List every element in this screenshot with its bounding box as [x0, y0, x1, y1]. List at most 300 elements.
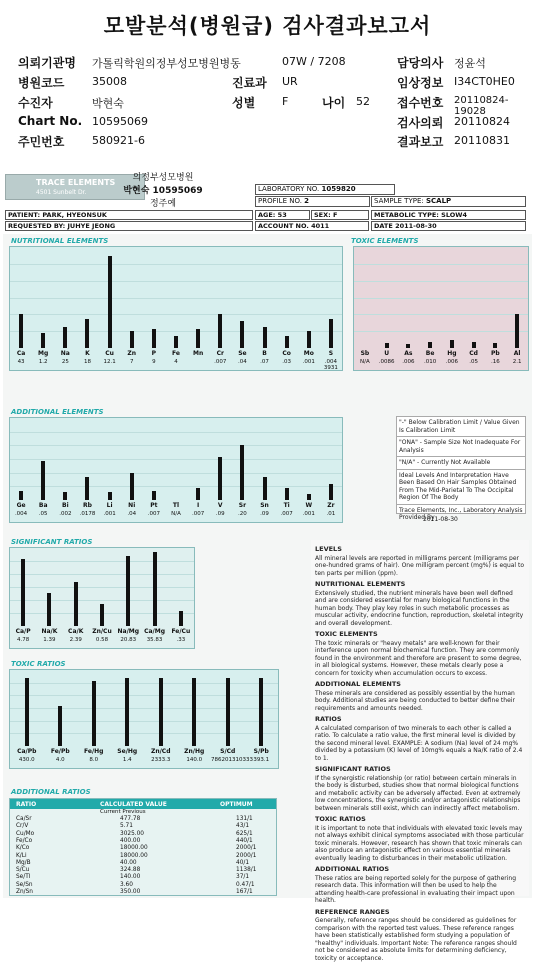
section-heading: ADDITIONAL RATIOS	[315, 865, 390, 873]
section-text: It is important to note that individuals with elevated toxic levels may not always exhibit clinical symptoms associated with those particular toxic minerals. However, research has shown that toxic minerals can also produce an antagonistic effect on various essential minerals eventually leading to disturbances in their metabolic utilization.	[315, 824, 524, 862]
chart-bar	[21, 559, 25, 626]
table-cell: K/Li	[16, 852, 27, 859]
category-label: Ti	[283, 502, 290, 509]
chart-bar	[174, 336, 178, 348]
value-label: .0178	[79, 511, 96, 517]
age-row	[255, 210, 310, 220]
requested-by: JUHYE JEONG	[67, 222, 116, 230]
chart-bar	[285, 336, 289, 348]
table-cell: Se/Sn	[16, 881, 33, 888]
category-label: Zr	[327, 502, 335, 509]
value-label: .006	[445, 359, 458, 365]
table-cell: 0.47/1	[236, 881, 255, 888]
info-value: 10595069	[92, 115, 148, 128]
profile-row	[255, 196, 370, 207]
account-row	[255, 221, 369, 231]
table-cell: 477.78	[120, 816, 141, 822]
table-header-cell: OPTIMUM	[220, 801, 253, 808]
section-heading: RATIOS	[315, 715, 342, 723]
chart-bar	[450, 340, 454, 348]
section-text: These minerals are considered as possibly essential by the human body. Additional studies are being conducted to better define their requirements and amounts needed.	[315, 689, 515, 712]
section-heading: TOXIC ELEMENTS	[315, 630, 378, 638]
metabolic-type: SLOW4	[441, 211, 467, 219]
table-header	[10, 799, 276, 809]
category-label: Ge	[16, 502, 26, 509]
chart-bar	[428, 342, 432, 348]
value-label: .007	[280, 511, 293, 517]
section-text: All mineral levels are reported in milligrams percent (milligrams per one-hundred grams of hair). One milligram percent (mg%) is equal to ten parts per million (ppm).	[315, 554, 525, 577]
value-label: .007	[147, 511, 160, 517]
signature-date: 2011-08-30	[423, 516, 458, 523]
stamp-line: 정주예	[149, 199, 177, 209]
table-cell: 1138/1	[236, 867, 257, 874]
patient-name: PARK, HYEONSUK	[42, 211, 107, 219]
chart-bar	[125, 678, 129, 746]
table-cell: Se/Tl	[16, 874, 31, 881]
table-cell: 40/1	[236, 859, 250, 866]
value-label: .001	[103, 511, 116, 517]
info-label: 결과보고	[397, 135, 444, 149]
category-label: Al	[513, 350, 521, 357]
chart-bar	[493, 343, 497, 348]
category-label: Se	[238, 350, 247, 357]
field-label: SEX:	[314, 211, 331, 219]
chart-bar	[196, 488, 200, 500]
field-label: REQUESTED BY:	[8, 222, 66, 230]
field-label: PROFILE NO.	[258, 197, 302, 205]
category-label: Cu	[105, 350, 114, 357]
info-value: 580921-6	[92, 134, 145, 147]
category-label: Ca/Mg	[144, 628, 166, 635]
legend-item: "N/A" - Currently Not Available	[397, 457, 525, 470]
value-label: 35.83	[146, 637, 163, 643]
chart-bar	[126, 556, 130, 626]
field-label: ACCOUNT NO.	[258, 222, 309, 230]
metabolic-row	[371, 210, 526, 220]
value-label: 18	[83, 359, 91, 365]
chart-bar	[515, 314, 519, 348]
table-cell: 140.00	[120, 874, 141, 881]
gridline	[10, 733, 278, 734]
value-label: 20.83	[120, 637, 137, 643]
category-label: Na/K	[41, 628, 58, 635]
field-label: SAMPLE TYPE:	[374, 197, 424, 205]
chart-bar	[130, 331, 134, 348]
table-cell: Fe/Co	[16, 837, 33, 844]
chart-bar	[259, 678, 263, 746]
value-label: .004	[14, 511, 28, 517]
value-label: .33	[176, 637, 186, 643]
value-label: .010	[424, 359, 437, 365]
chart-bar	[329, 484, 333, 500]
lab-number-row	[255, 184, 395, 195]
info-label: 검사의뢰	[397, 116, 444, 130]
chart-bar	[240, 321, 244, 348]
section-text: Generally, reference ranges should be considered as guidelines for comparison with the reported test values. These reference ranges have been statistically established form studying a population of "healthy" individuals. Important Note: The reference ranges should not be considered as absolute limits for determining deficiency, toxicity or acceptance.	[315, 917, 517, 962]
toxic-chart	[353, 246, 529, 371]
value-label: .001	[302, 359, 315, 365]
chart-bar	[47, 593, 51, 626]
table-cell: 350.00	[120, 889, 141, 895]
category-label: Fe/Pb	[50, 748, 70, 755]
category-label: Tl	[172, 502, 180, 509]
info-label: Chart No.	[18, 114, 83, 128]
section-text: These ratios are being reported solely for the purpose of gathering research data. This information will then be used to help the attending health-care professional in evaluating their impact upon health.	[315, 874, 517, 904]
value-label: 4.0	[55, 757, 65, 763]
gridline	[10, 695, 278, 696]
category-label: S/Cd	[220, 748, 236, 755]
value-label: 430.0	[18, 757, 35, 763]
category-label: Ca/P	[15, 628, 31, 635]
sample-type: SCALP	[425, 197, 452, 205]
chart-bar	[19, 314, 23, 348]
value-label: 1.4	[122, 757, 132, 763]
report-header	[3, 170, 532, 234]
category-label: Mg	[38, 350, 49, 357]
value-label: 25	[61, 359, 69, 365]
nutritional-chart	[9, 246, 343, 371]
table-cell: 625/1	[236, 830, 253, 837]
info-value: UR	[282, 75, 298, 88]
chart-bar	[152, 329, 156, 348]
table-cell: 43/1	[236, 823, 250, 830]
chart-bar	[159, 678, 163, 746]
toxic-ratios-chart	[9, 669, 279, 769]
info-label: 접수번호	[397, 96, 444, 110]
toxic-ratios-heading: TOXIC RATIOS	[11, 660, 66, 668]
gridline	[354, 281, 528, 282]
chart-bar	[100, 604, 104, 626]
chart-bar	[196, 329, 200, 348]
value-label: N/A	[360, 359, 370, 365]
chart-bar	[85, 319, 89, 348]
value-label: .006	[402, 359, 415, 365]
category-label: Hg	[447, 350, 457, 357]
section-text: If the synergistic relationship (or ratio) between certain minerals in the body is disturbed, studies show that normal biological functions and metabolic activity can be adversely affected. Even at extremely low concentrations, the synergistic and/or antagonistic relationships between minerals still exist, which can indirectly affect metabolism.	[315, 774, 521, 812]
chart-bar	[153, 552, 157, 626]
chart-bar	[74, 582, 78, 626]
table-cell: 324.88	[120, 867, 141, 874]
category-label: Na/Mg	[117, 628, 140, 635]
legend-item: "ONA" - Sample Size Not Inadequate For Analysis	[397, 437, 525, 457]
value-label: 4.78	[17, 637, 30, 643]
table-cell: 40.00	[120, 859, 137, 866]
chart-bar	[41, 333, 45, 348]
category-label: Co	[282, 350, 291, 357]
gridline	[10, 721, 278, 722]
table-cell: S/Cu	[16, 867, 30, 874]
category-label: Li	[106, 502, 113, 509]
patient-row	[5, 210, 253, 220]
table-cell: 2000/1	[236, 845, 257, 852]
chart-bar	[92, 681, 96, 746]
info-value: 박현숙	[92, 97, 124, 110]
info-value: 20110824	[454, 115, 510, 128]
chart-bar	[108, 492, 112, 500]
gridline	[10, 473, 342, 474]
lab-address: 4501 Sunbelt Dr.	[36, 189, 87, 196]
value-label: .03	[282, 359, 292, 365]
section-heading: SIGNIFICANT RATIOS	[315, 765, 391, 773]
additional-chart	[9, 417, 343, 523]
category-label: Pb	[491, 350, 500, 357]
info-label: 임상정보	[397, 76, 444, 90]
gridline	[354, 264, 528, 265]
gridline	[10, 561, 194, 562]
date-row	[371, 221, 526, 231]
stamp-line: 의정부성모병원	[132, 173, 194, 183]
chart-bar	[19, 491, 23, 500]
value-label: .0086	[378, 359, 395, 365]
table-cell: 37/1	[236, 874, 250, 881]
info-label: 진료과	[232, 76, 267, 90]
chart-bar	[385, 343, 389, 348]
category-label: P	[151, 350, 157, 357]
lab-number: 1059820	[321, 185, 356, 193]
section-heading: TOXIC RATIOS	[315, 815, 366, 823]
table-cell: Zn/Sn	[16, 889, 33, 895]
category-label: Mo	[303, 350, 314, 357]
category-label: Sn	[260, 502, 269, 509]
table-cell: 167/1	[236, 889, 253, 895]
category-label: W	[305, 502, 313, 509]
category-label: Sr	[238, 502, 247, 509]
table-cell: Cr/V	[16, 823, 29, 830]
requested-row	[5, 221, 253, 231]
value-label: 2.39	[69, 637, 82, 643]
chart-bar	[307, 331, 311, 348]
chart-bar	[179, 611, 183, 626]
age: 53	[277, 211, 287, 219]
table-cell: 131/1	[236, 816, 253, 822]
section-heading: REFERENCE RANGES	[315, 907, 390, 916]
value-label: 9	[152, 359, 156, 365]
value-label: N/A	[171, 511, 181, 517]
chart-bar	[307, 494, 311, 500]
value-label: .007	[214, 359, 227, 365]
report-title: 모발분석(병원급) 검사결과보고서	[103, 14, 432, 38]
section-text: A calculated comparison of two minerals to each other is called a ratio. To calculate a ratio value, the first mineral level is divided by the second mineral level. EXAMPLE: A sodium (Na) level of 24 mg% divided by a potassium (K) level of 10mg% equals a Na/K ratio of 2.4 to 1.	[315, 724, 523, 762]
category-label: Fe	[172, 350, 180, 357]
info-value: F	[282, 95, 289, 108]
category-label: Rb	[82, 502, 92, 509]
lab-name: TRACE ELEMENTS	[36, 178, 116, 187]
section-heading: ADDITIONAL ELEMENTS	[315, 680, 401, 688]
value-label: 0.58	[95, 637, 109, 643]
gridline	[10, 281, 342, 282]
gridline	[10, 432, 342, 433]
chart-bar	[108, 256, 112, 348]
info-value: 정윤석	[454, 57, 486, 70]
info-value: 20110824-19028	[454, 95, 509, 117]
category-label: Na	[60, 350, 70, 357]
category-label: Ca/K	[68, 628, 84, 635]
chart-bar	[85, 477, 89, 500]
table-cell: 2000/1	[236, 852, 257, 859]
gridline	[10, 683, 278, 684]
value-label: .16	[491, 359, 500, 365]
chart-bar	[58, 706, 62, 746]
info-value: I34CT0HE0	[454, 75, 515, 88]
value-label: .04	[127, 511, 137, 517]
sex: F	[333, 211, 338, 219]
field-label: DATE	[374, 222, 393, 230]
field-label: AGE:	[258, 211, 276, 219]
category-label: Zn/Cu	[92, 628, 112, 635]
table-cell: 18000.00	[120, 845, 148, 852]
value-label: .20	[238, 511, 247, 517]
table-cell: 3.60	[120, 881, 133, 888]
gridline	[10, 298, 342, 299]
table-cell: 400.00	[120, 837, 141, 844]
chart-bar	[218, 457, 222, 500]
gridline	[10, 486, 342, 487]
value-label: 786201310333	[211, 757, 253, 763]
value-label: 7	[129, 359, 134, 365]
value-label: .07	[260, 359, 269, 365]
category-label: S	[328, 350, 334, 357]
section-heading: LEVELS	[315, 545, 342, 553]
category-label: Fe/Hg	[84, 748, 104, 755]
chart-bar	[226, 678, 230, 746]
additional-ratios-table	[9, 798, 277, 896]
table-row	[10, 889, 276, 897]
gridline	[354, 298, 528, 299]
value-label: 393.1	[253, 757, 270, 763]
gridline	[354, 331, 528, 332]
significant-heading: SIGNIFICANT RATIOS	[11, 538, 93, 546]
patient-info	[0, 50, 535, 155]
chart-bar	[285, 488, 289, 500]
category-label: Fe/Cu	[171, 628, 191, 635]
category-label: Mn	[193, 350, 204, 357]
value-label: 1.39	[43, 637, 56, 643]
report-date: 2011-08-30	[395, 222, 437, 230]
chart-bar	[25, 678, 29, 746]
value-label: .001	[302, 511, 315, 517]
table-cell: K/Co	[16, 845, 30, 852]
category-label: B	[262, 350, 267, 357]
table-cell: Mg/B	[16, 859, 31, 866]
nutritional-heading: NUTRITIONAL ELEMENTS	[11, 237, 109, 245]
category-label: Ba	[38, 502, 48, 509]
category-label: As	[404, 350, 413, 357]
chart-bar	[263, 477, 267, 500]
category-label: I	[197, 502, 200, 509]
sex-row	[311, 210, 369, 220]
info-value: 가톨릭학원의정부성모병원병동	[92, 57, 241, 70]
legend-item: Ideal Levels And Interpretation Have Been Based On Hair Samples Obtained From The Mid-Parietal To The Occipital Region Of The Body	[397, 470, 525, 505]
chart-bar	[152, 491, 156, 500]
value-label: 4	[174, 359, 178, 365]
legend-item: "-" Below Calibration Limit / Value Given Is Calibration Limit	[397, 417, 525, 437]
info-label: 담당의사	[397, 56, 444, 70]
value-label: .004 3931	[323, 359, 338, 371]
chart-bar	[329, 319, 333, 348]
info-value: 52	[356, 95, 370, 108]
chart-bar	[41, 461, 45, 500]
field-label: LABORATORY NO.	[258, 185, 320, 193]
category-label: Ni	[128, 502, 136, 509]
info-label: 주민번호	[18, 135, 65, 149]
value-label: 12.1	[103, 359, 116, 365]
account-number: 4011	[311, 222, 330, 230]
scanned-report	[3, 170, 532, 962]
table-subheader: Current Previous	[100, 809, 146, 815]
chart-bar	[218, 314, 222, 348]
category-label: Be	[425, 350, 435, 357]
category-label: Se/Hg	[117, 748, 138, 755]
chart-bar	[130, 473, 134, 500]
ward-value: 07W / 7208	[282, 55, 346, 68]
category-label: K	[85, 350, 90, 357]
value-label: 2333.3	[151, 757, 171, 763]
gridline	[10, 331, 342, 332]
gridline	[10, 574, 194, 575]
category-label: V	[217, 502, 223, 509]
value-label: 140.0	[186, 757, 203, 763]
value-label: 8.0	[89, 757, 99, 763]
info-label: 의뢰기관명	[18, 56, 76, 70]
table-cell: 5.71	[120, 823, 133, 830]
value-label: .002	[59, 511, 72, 517]
gridline	[10, 600, 194, 601]
chart-bar	[263, 327, 267, 348]
section-heading: NUTRITIONAL ELEMENTS	[315, 580, 406, 588]
section-text: Extensively studied, the nutrient minerals have been well defined and are considered essential for many biological functions in the human body. They play key roles in such metabolic processes as muscular activity, endocrine function, reproduction, skeletal integrity and overall development.	[315, 589, 524, 627]
value-label: 2.1	[512, 359, 522, 365]
category-label: Cr	[216, 350, 224, 357]
gridline	[10, 264, 342, 265]
additional-ratios-heading: ADDITIONAL RATIOS	[11, 788, 91, 796]
value-label: .01	[326, 511, 336, 517]
category-label: Ca	[16, 350, 26, 357]
value-label: .09	[260, 511, 269, 517]
table-cell: 3025.00	[120, 830, 144, 837]
value-label: .04	[238, 359, 247, 365]
gridline	[10, 587, 194, 588]
info-value: 20110831	[454, 134, 510, 147]
gridline	[10, 708, 278, 709]
value-label: .05	[469, 359, 478, 365]
category-label: Zn	[127, 350, 137, 357]
info-value: 35008	[92, 75, 127, 88]
section-text: The toxic minerals or "heavy metals" are well-known for their interference upon normal biochemical function. They are commonly found in the environment and therefore are present to some degree, in all biological systems. However, these metals clearly pose a concern for toxicity when accumulation occurs to excess.	[315, 639, 522, 677]
info-label: 성별	[232, 96, 256, 110]
gridline	[354, 314, 528, 315]
significant-chart	[9, 547, 195, 649]
profile-number: 2	[304, 197, 310, 205]
value-label: .09	[215, 511, 225, 517]
table-header-cell: CALCULATED VALUE	[100, 801, 167, 808]
table-cell: Cu/Mo	[16, 830, 35, 837]
chart-bar	[63, 327, 67, 348]
chart-bar	[63, 492, 67, 500]
table-header-cell: RATIO	[16, 801, 37, 808]
chart-bar	[192, 678, 196, 746]
category-label: S/Pb	[253, 748, 269, 755]
category-label: Cd	[469, 350, 478, 357]
category-label: Ca/Pb	[17, 748, 37, 755]
toxic-heading: TOXIC ELEMENTS	[351, 237, 419, 245]
sample-row	[371, 196, 526, 207]
gridline	[10, 445, 342, 446]
value-label: .007	[192, 511, 205, 517]
chart-bar	[240, 445, 244, 500]
additional-heading: ADDITIONAL ELEMENTS	[11, 408, 104, 416]
field-label: METABOLIC TYPE:	[374, 211, 439, 219]
stamp-line: 박현숙 10595069	[123, 186, 203, 196]
